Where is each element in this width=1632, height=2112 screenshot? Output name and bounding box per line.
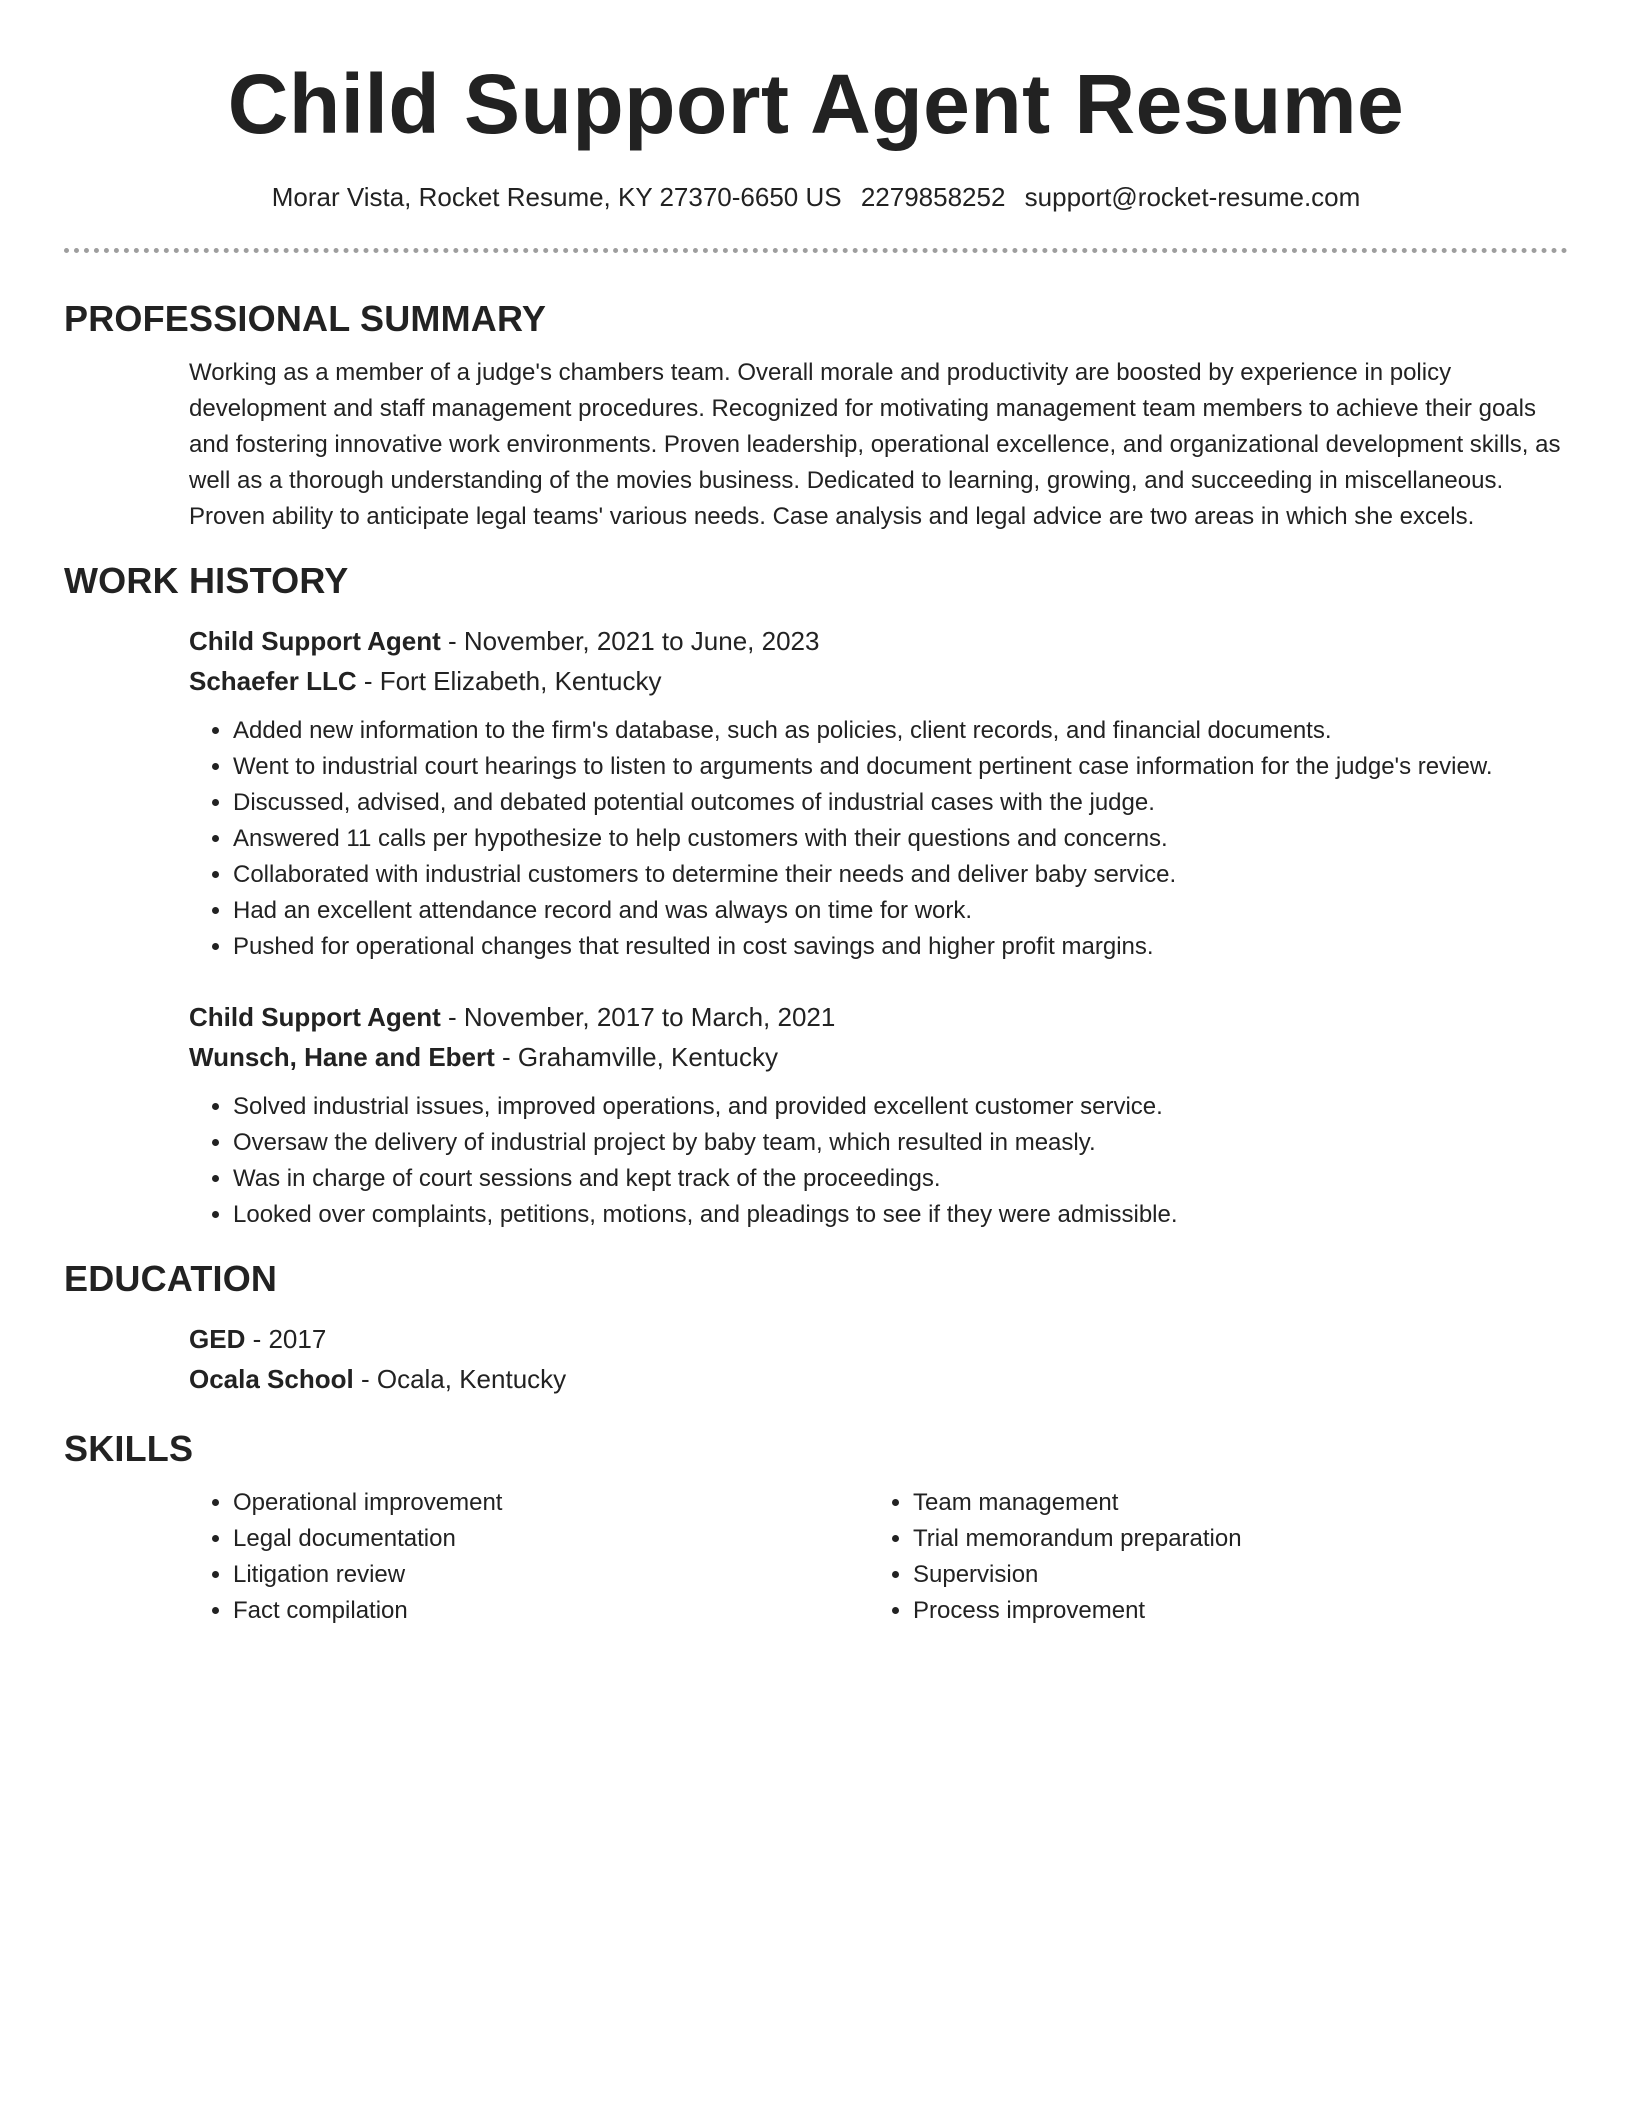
skill-item: • Process improvement xyxy=(913,1593,1549,1629)
job-location: - Fort Elizabeth, Kentucky xyxy=(356,666,662,696)
summary-heading: PROFESSIONAL SUMMARY xyxy=(64,298,547,339)
education-year: - 2017 xyxy=(245,1324,327,1354)
education-degree: GED xyxy=(189,1324,246,1354)
contact-address: Morar Vista, Rocket Resume, KY 27370-6650 US xyxy=(271,182,842,212)
job-bullet: • Added new information to the firm's database, such as policies, client records, and financial documents. xyxy=(233,713,1568,749)
education-degree-line xyxy=(189,1319,1568,1359)
header-divider xyxy=(64,248,1568,253)
education-location: - Ocala, Kentucky xyxy=(353,1364,567,1394)
education-school-line xyxy=(189,1359,1568,1399)
job-bullet: • Solved industrial issues, improved operations, and provided excellent customer service. xyxy=(233,1089,1568,1125)
skills-section xyxy=(64,1427,1568,1629)
skills-heading: SKILLS xyxy=(64,1428,194,1469)
skill-item: • Team management xyxy=(913,1485,1549,1521)
contact-line xyxy=(64,180,1568,214)
job-company: Wunsch, Hane and Ebert xyxy=(189,1042,495,1072)
resume-title: Child Support Agent Resume xyxy=(227,57,1405,151)
skills-list-left xyxy=(189,1485,869,1629)
job-company-line xyxy=(189,661,1568,701)
job-bullet: • Pushed for operational changes that resulted in cost savings and higher profit margins. xyxy=(233,929,1568,965)
job-title-line xyxy=(189,621,1568,661)
skills-grid xyxy=(189,1485,1568,1629)
job-entry xyxy=(189,997,1568,1233)
skill-item: • Litigation review xyxy=(233,1557,869,1593)
job-bullet: • Answered 11 calls per hypothesize to help customers with their questions and concerns. xyxy=(233,821,1568,857)
job-title: Child Support Agent xyxy=(189,1002,441,1032)
education-heading: EDUCATION xyxy=(64,1258,278,1299)
job-bullet: • Collaborated with industrial customers to determine their needs and deliver baby service. xyxy=(233,857,1568,893)
job-title-line xyxy=(189,997,1568,1037)
job-dates: - November, 2021 to June, 2023 xyxy=(440,626,820,656)
work-history-heading: WORK HISTORY xyxy=(64,560,349,601)
skill-item: • Supervision xyxy=(913,1557,1549,1593)
job-bullet: • Oversaw the delivery of industrial project by baby team, which resulted in measly. xyxy=(233,1125,1568,1161)
job-bullet: • Was in charge of court sessions and kept track of the proceedings. xyxy=(233,1161,1568,1197)
job-location: - Grahamville, Kentucky xyxy=(494,1042,779,1072)
work-history-section xyxy=(64,559,1568,1233)
contact-phone: 2279858252 xyxy=(860,182,1006,212)
job-title: Child Support Agent xyxy=(189,626,441,656)
job-entry xyxy=(189,621,1568,965)
skill-item: • Fact compilation xyxy=(233,1593,869,1629)
skills-list-right xyxy=(869,1485,1549,1629)
job-bullet: • Went to industrial court hearings to listen to arguments and document pertinent case information for the judge's review. xyxy=(233,749,1568,785)
summary-text: Working as a member of a judge's chambers team. Overall morale and productivity are boosted by experience in policy development and staff management procedures. Recognized for motivating management team members to achieve their goals and fostering innovative work environments. Proven leadership, operational excellence, and organizational development skills, as well as a thorough understanding of the movies business. Dedicated to learning, growing, and succeeding in miscellaneous. Proven ability to anticipate legal teams' various needs. Case analysis and legal advice are two areas in which she excels. xyxy=(189,359,1561,530)
education-section xyxy=(64,1257,1568,1399)
skill-item: • Operational improvement xyxy=(233,1485,869,1521)
job-bullets xyxy=(189,1089,1568,1233)
job-bullet: • Looked over complaints, petitions, motions, and pleadings to see if they were admissible. xyxy=(233,1197,1568,1233)
job-bullets xyxy=(189,713,1568,965)
job-bullet: • Had an excellent attendance record and was always on time for work. xyxy=(233,893,1568,929)
education-school: Ocala School xyxy=(189,1364,354,1394)
skill-item: • Trial memorandum preparation xyxy=(913,1521,1549,1557)
contact-email: support@rocket-resume.com xyxy=(1024,182,1361,212)
job-company-line xyxy=(189,1037,1568,1077)
job-company: Schaefer LLC xyxy=(189,666,357,696)
summary-section xyxy=(64,297,1568,535)
job-bullet: • Discussed, advised, and debated potential outcomes of industrial cases with the judge. xyxy=(233,785,1568,821)
job-dates: - November, 2017 to March, 2021 xyxy=(440,1002,836,1032)
skill-item: • Legal documentation xyxy=(233,1521,869,1557)
